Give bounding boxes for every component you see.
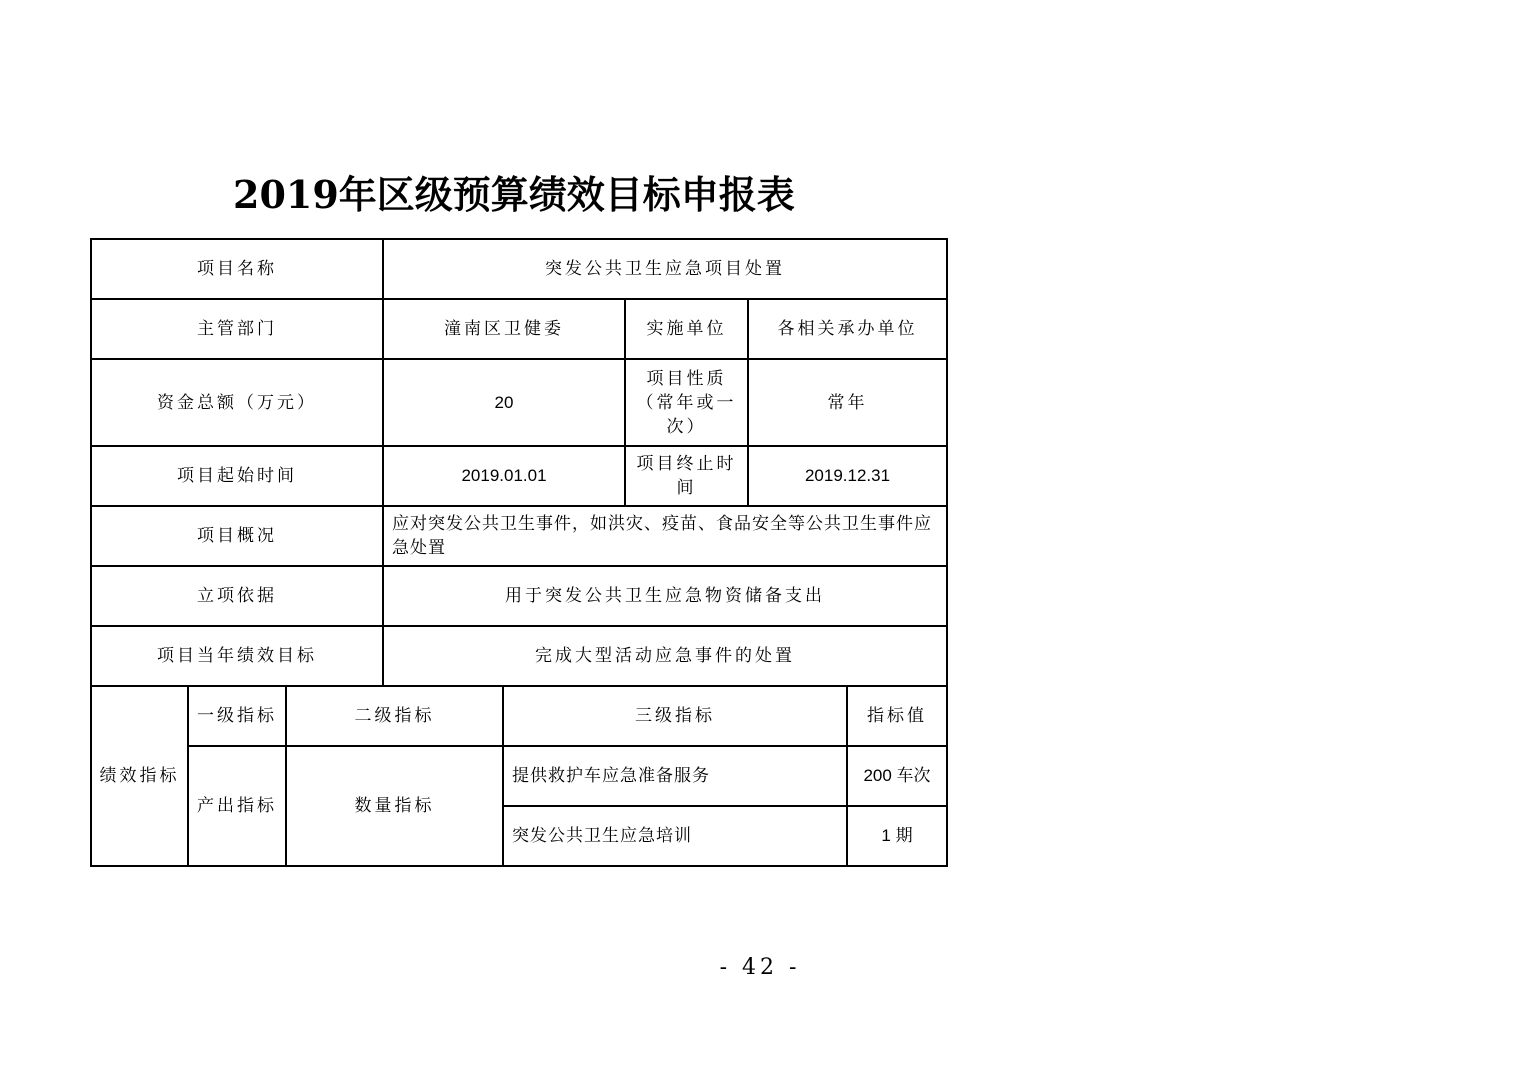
level3-item: 突发公共卫生应急培训 bbox=[503, 806, 847, 866]
budget-form-table bbox=[90, 238, 948, 867]
level3-item: 提供救护车应急准备服务 bbox=[503, 746, 847, 806]
row-project-name bbox=[91, 239, 947, 299]
start-label: 项目起始时间 bbox=[91, 446, 383, 506]
dept-value: 潼南区卫健委 bbox=[383, 299, 625, 359]
level1-value: 产出指标 bbox=[188, 746, 286, 866]
row-basis bbox=[91, 566, 947, 626]
unit-label: 实施单位 bbox=[625, 299, 748, 359]
level2-value: 数量指标 bbox=[286, 746, 503, 866]
overview-label: 项目概况 bbox=[91, 506, 383, 566]
header-level3: 三级指标 bbox=[503, 686, 847, 746]
page-number: - 42 - bbox=[719, 955, 801, 980]
nature-value: 常年 bbox=[748, 359, 947, 446]
table-row bbox=[91, 746, 947, 806]
end-label: 项目终止时间 bbox=[625, 446, 748, 506]
indicator-value: 200 车次 bbox=[847, 746, 947, 806]
header-level1: 一级指标 bbox=[188, 686, 286, 746]
row-dates bbox=[91, 446, 947, 506]
row-funds bbox=[91, 359, 947, 446]
funds-value: 20 bbox=[383, 359, 625, 446]
page-title: 2019年区级预算绩效目标申报表 bbox=[233, 172, 795, 217]
row-overview bbox=[91, 506, 947, 566]
header-level2: 二级指标 bbox=[286, 686, 503, 746]
start-value: 2019.01.01 bbox=[383, 446, 625, 506]
dept-label: 主管部门 bbox=[91, 299, 383, 359]
project-name-label: 项目名称 bbox=[91, 239, 383, 299]
header-value: 指标值 bbox=[847, 686, 947, 746]
indicator-value: 1 期 bbox=[847, 806, 947, 866]
nature-label: 项目性质（常年或一次） bbox=[625, 359, 748, 446]
indicators-label: 绩效指标 bbox=[91, 686, 188, 866]
goal-label: 项目当年绩效目标 bbox=[91, 626, 383, 686]
row-indicator-headers bbox=[91, 686, 947, 746]
unit-value: 各相关承办单位 bbox=[748, 299, 947, 359]
funds-label: 资金总额（万元） bbox=[91, 359, 383, 446]
row-department bbox=[91, 299, 947, 359]
end-value: 2019.12.31 bbox=[748, 446, 947, 506]
row-goal bbox=[91, 626, 947, 686]
project-name-value: 突发公共卫生应急项目处置 bbox=[383, 239, 947, 299]
overview-value: 应对突发公共卫生事件，如洪灾、疫苗、食品安全等公共卫生事件应急处置 bbox=[383, 506, 947, 566]
goal-value: 完成大型活动应急事件的处置 bbox=[383, 626, 947, 686]
basis-label: 立项依据 bbox=[91, 566, 383, 626]
basis-value: 用于突发公共卫生应急物资储备支出 bbox=[383, 566, 947, 626]
